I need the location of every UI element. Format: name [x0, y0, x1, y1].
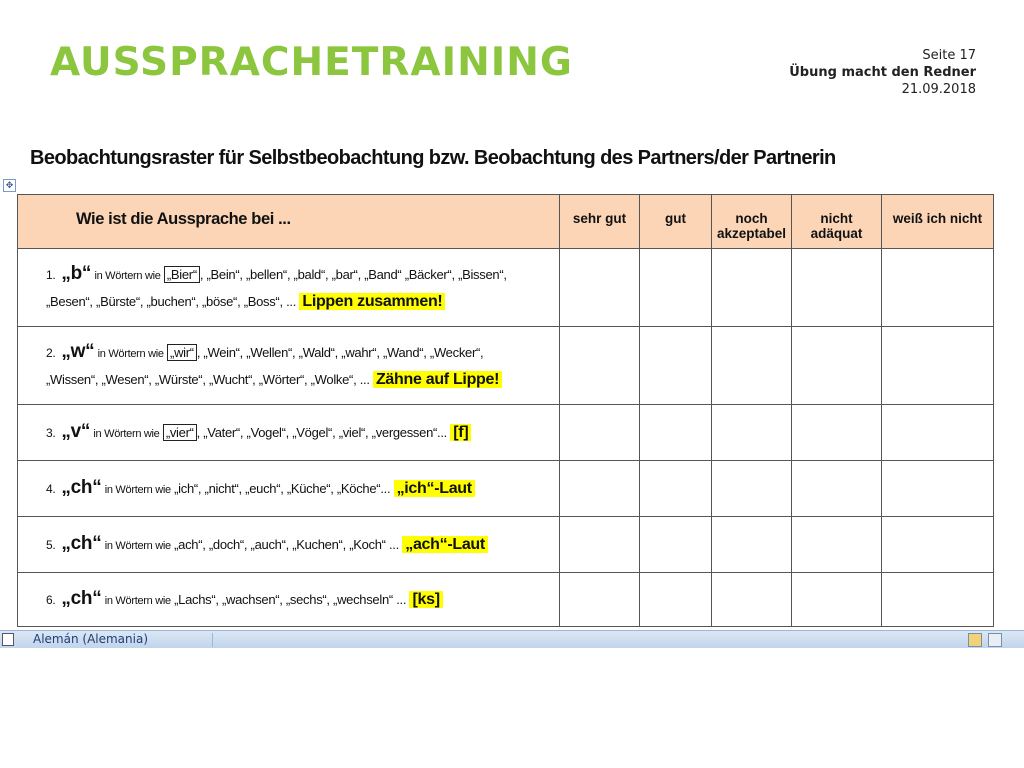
- table-row: [18, 249, 994, 327]
- item-boxed-word: „Bier“: [164, 266, 200, 283]
- table-move-handle-icon[interactable]: ✥: [3, 179, 16, 192]
- table-row: [18, 327, 994, 405]
- rating-cell[interactable]: [560, 517, 640, 573]
- item-number: 6.: [46, 592, 56, 607]
- item-cell-w: [18, 327, 560, 405]
- item-boxed-word: „wir“: [167, 344, 197, 361]
- item-tip-highlight: [ks]: [409, 591, 442, 608]
- item-number: 3.: [46, 425, 56, 440]
- rating-cell[interactable]: [640, 461, 712, 517]
- spellcheck-icon[interactable]: [2, 633, 14, 646]
- full-screen-view-icon[interactable]: [988, 633, 1002, 647]
- rating-header-weiss-ich-nicht: weiß ich nicht: [882, 195, 994, 249]
- table-row: [18, 517, 994, 573]
- rating-cell[interactable]: [560, 405, 640, 461]
- item-number: 4.: [46, 481, 56, 496]
- item-cell-ach: [18, 517, 560, 573]
- item-tip-highlight: [f]: [450, 424, 471, 441]
- item-words: „ich“, „nicht“, „euch“, „Küche“, „Köche“...: [174, 480, 391, 496]
- item-words: „ach“, „doch“, „auch“, „Kuchen“, „Koch“ ...: [174, 536, 399, 552]
- rating-header-gut: gut: [640, 195, 712, 249]
- sheet-subtitle: Beobachtungsraster für Selbstbeobachtung bzw. Beobachtung des Partners/der Partnerin: [30, 147, 836, 169]
- slide-title: AUSSPRACHETRAINING: [50, 40, 573, 85]
- item-cell-b: [18, 249, 560, 327]
- course-name: Übung macht den Redner: [789, 65, 976, 80]
- rating-cell[interactable]: [792, 405, 882, 461]
- item-words: , „Wein“, „Wellen“, „Wald“, „wahr“, „Wand“, „Wecker“,: [196, 344, 484, 360]
- rating-cell[interactable]: [882, 573, 994, 627]
- item-sound: „ch“: [61, 532, 102, 554]
- table-row: [18, 405, 994, 461]
- rating-cell[interactable]: [792, 461, 882, 517]
- word-status-bar: [0, 630, 1024, 648]
- rating-cell[interactable]: [882, 405, 994, 461]
- item-sound: „v“: [61, 420, 91, 442]
- item-tip-highlight: „ich“-Laut: [394, 480, 475, 497]
- item-cell-v: [18, 405, 560, 461]
- item-tip-highlight: Zähne auf Lippe!: [373, 371, 502, 388]
- rating-cell[interactable]: [560, 461, 640, 517]
- item-cell-ich: [18, 461, 560, 517]
- table-row: [18, 573, 994, 627]
- rating-cell[interactable]: [712, 517, 792, 573]
- item-number: 5.: [46, 537, 56, 552]
- slide-date: 21.09.2018: [901, 82, 976, 97]
- rating-cell[interactable]: [712, 573, 792, 627]
- print-layout-view-icon[interactable]: [968, 633, 982, 647]
- item-sound: „b“: [61, 262, 92, 284]
- item-sound: „ch“: [61, 587, 102, 609]
- rating-cell[interactable]: [560, 573, 640, 627]
- rating-cell[interactable]: [640, 573, 712, 627]
- rating-cell[interactable]: [560, 249, 640, 327]
- rating-cell[interactable]: [640, 405, 712, 461]
- rating-cell[interactable]: [882, 461, 994, 517]
- item-intro: in Wörtern wie: [104, 539, 171, 552]
- item-tip-highlight: Lippen zusammen!: [299, 293, 445, 310]
- rating-cell[interactable]: [792, 573, 882, 627]
- header-row: [18, 195, 994, 249]
- item-words: „Lachs“, „wachsen“, „sechs“, „wechseln“ ...: [174, 591, 407, 607]
- rating-cell[interactable]: [882, 517, 994, 573]
- rating-cell[interactable]: [712, 327, 792, 405]
- rating-cell[interactable]: [882, 327, 994, 405]
- rating-cell[interactable]: [712, 249, 792, 327]
- rating-cell[interactable]: [792, 327, 882, 405]
- rating-header-noch-akzeptabel: noch akzeptabel: [712, 195, 792, 249]
- item-words-2: „Besen“, „Bürste“, „buchen“, „böse“, „Boss“, ...: [46, 293, 297, 309]
- language-indicator[interactable]: Alemán (Alemania): [33, 632, 149, 646]
- item-boxed-word: „vier“: [163, 424, 197, 441]
- item-number: 2.: [46, 345, 56, 360]
- item-sound: „w“: [61, 340, 95, 362]
- rating-cell[interactable]: [792, 249, 882, 327]
- rating-cell[interactable]: [712, 405, 792, 461]
- item-words: , „Vater“, „Vogel“, „Vögel“, „viel“, „vergessen“...: [196, 424, 447, 440]
- item-words-2: „Wissen“, „Wesen“, „Würste“, „Wucht“, „Wörter“, „Wolke“, ...: [46, 371, 370, 387]
- rating-cell[interactable]: [640, 249, 712, 327]
- item-sound: „ch“: [61, 476, 102, 498]
- page-number: Seite 17: [922, 48, 976, 63]
- item-words: , „Bein“, „bellen“, „bald“, „bar“, „Band“ „Bäcker“, „Bissen“,: [199, 266, 507, 282]
- rating-header-sehr-gut: sehr gut: [560, 195, 640, 249]
- item-intro: in Wörtern wie: [104, 483, 171, 496]
- table-row: [18, 461, 994, 517]
- rating-cell[interactable]: [712, 461, 792, 517]
- rating-cell[interactable]: [640, 517, 712, 573]
- observation-grid: [17, 194, 994, 627]
- status-divider: [212, 633, 213, 647]
- item-cell-ks: [18, 573, 560, 627]
- rating-cell[interactable]: [882, 249, 994, 327]
- rating-header-nicht-adaequat: nicht adäquat: [792, 195, 882, 249]
- rating-cell[interactable]: [560, 327, 640, 405]
- item-intro: in Wörtern wie: [97, 347, 164, 360]
- item-number: 1.: [46, 267, 56, 282]
- rating-cell[interactable]: [792, 517, 882, 573]
- item-tip-highlight: „ach“-Laut: [402, 536, 488, 553]
- question-header: Wie ist die Aussprache bei ...: [18, 195, 560, 249]
- item-intro: in Wörtern wie: [104, 594, 171, 607]
- item-intro: in Wörtern wie: [94, 269, 161, 282]
- item-intro: in Wörtern wie: [93, 427, 160, 440]
- rating-cell[interactable]: [640, 327, 712, 405]
- slide-meta: [789, 47, 976, 98]
